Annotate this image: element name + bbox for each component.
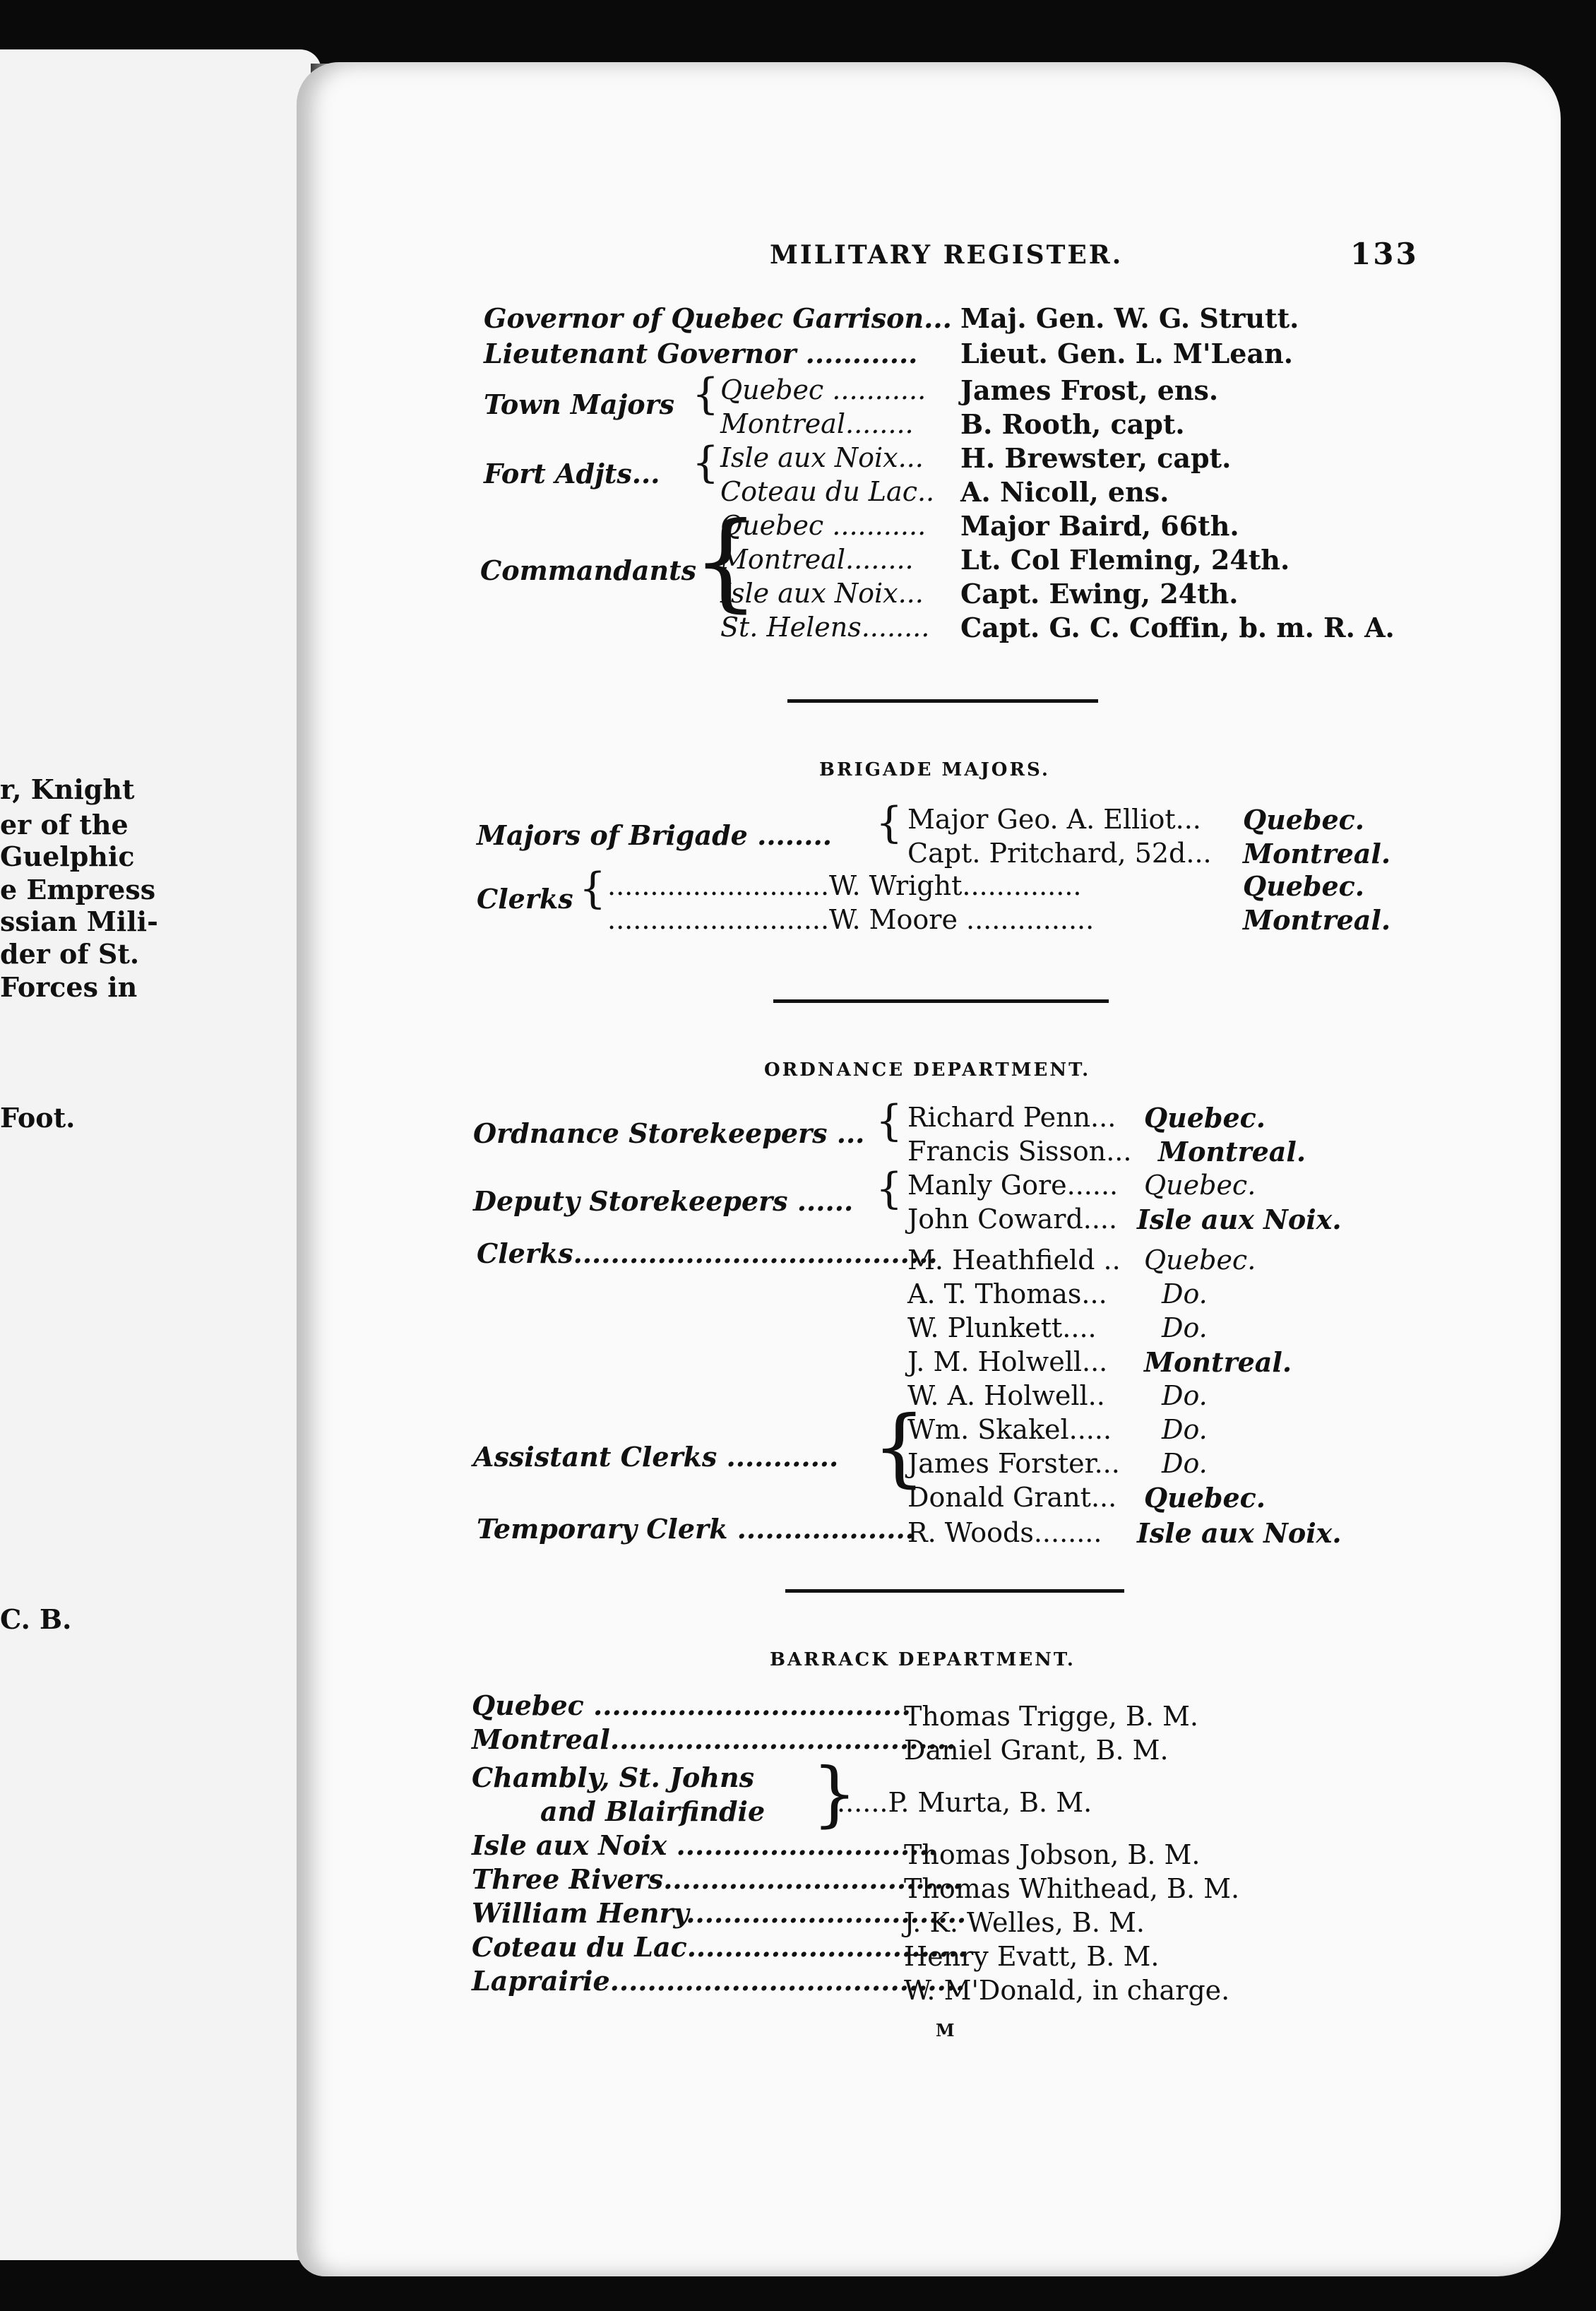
brigade-clerk-name: ..........................W. Wright.............. <box>607 870 1082 901</box>
signature-mark: M <box>936 2020 955 2040</box>
brigade-heading: BRIGADE MAJORS. <box>819 759 1050 780</box>
lt-governor-title: Lieutenant Governor ............ <box>484 338 918 369</box>
deputy-place: Quebec. <box>1144 1170 1256 1201</box>
temporary-clerk-label: Temporary Clerk ................... <box>477 1513 915 1545</box>
storekeepers-label: Ordnance Storekeepers ... <box>473 1117 865 1149</box>
brigade-clerk-place: Montreal. <box>1243 904 1391 936</box>
chambly-place: and Blairfindie <box>540 1795 766 1827</box>
deputy-name: John Coward.... <box>907 1204 1118 1235</box>
ordnance-clerk-name: W. A. Holwell.. <box>907 1380 1105 1411</box>
fort-adjt-name: H. Brewster, capt. <box>960 442 1232 474</box>
barrack-place: Three Rivers................................ <box>472 1863 963 1895</box>
temporary-clerk-place: Isle aux Noix. <box>1137 1517 1342 1549</box>
brace: } <box>812 1752 857 1835</box>
commandant-name: Capt. G. C. Coffin, b. m. R. A. <box>960 612 1395 643</box>
barrack-master: W. M'Donald, in charge. <box>904 1975 1230 2006</box>
brigade-major-name: Major Geo. A. Elliot... <box>907 804 1201 835</box>
left-page-fragment <box>0 49 321 2260</box>
town-majors-label: Town Majors <box>484 388 675 420</box>
barrack-place: Montreal..................................... <box>472 1723 956 1755</box>
left-line: der of St. <box>0 938 140 970</box>
section-rule <box>787 699 1098 703</box>
barrack-place: Isle aux Noix ............................ <box>472 1829 938 1861</box>
fort-adjt-name: A. Nicoll, ens. <box>960 476 1169 508</box>
town-major-name: B. Rooth, capt. <box>960 408 1185 440</box>
left-line: C. B. <box>0 1603 72 1635</box>
governor-name: Maj. Gen. W. G. Strutt. <box>960 302 1299 334</box>
brace: { <box>692 500 760 623</box>
barrack-master: Daniel Grant, B. M. <box>904 1735 1169 1766</box>
barrack-place: Laprairie...................................... <box>472 1965 965 1997</box>
barrack-place: William Henry.............................. <box>472 1897 967 1929</box>
left-line: Guelphic <box>0 840 135 872</box>
commandant-name: Capt. Ewing, 24th. <box>960 578 1239 610</box>
temporary-clerk-name: R. Woods........ <box>907 1517 1102 1548</box>
barrack-master: J. K. Welles, B. M. <box>904 1907 1145 1938</box>
commandant-place: Isle aux Noix... <box>720 578 924 609</box>
barrack-master: Thomas Jobson, B. M. <box>904 1839 1201 1870</box>
deputy-name: Manly Gore...... <box>907 1170 1119 1201</box>
governor-title: Governor of Quebec Garrison... <box>484 302 952 334</box>
left-line: er of the <box>0 809 129 840</box>
section-rule <box>785 1589 1124 1593</box>
ordnance-clerk-name: J. M. Holwell... <box>907 1346 1108 1377</box>
ordnance-clerk-place: Do. <box>1162 1312 1208 1343</box>
brace: { <box>692 438 720 487</box>
storekeeper-name: Francis Sisson... <box>907 1136 1132 1167</box>
chambly-place: Chambly, St. Johns <box>472 1762 755 1793</box>
brigade-major-place: Montreal. <box>1243 838 1391 869</box>
commandant-place: Montreal........ <box>720 544 914 575</box>
ordnance-heading: ORDNANCE DEPARTMENT. <box>764 1059 1091 1081</box>
fort-adjt-place: Coteau du Lac.. <box>720 476 935 507</box>
fort-adjts-label: Fort Adjts... <box>484 458 660 489</box>
commandants-label: Commandants <box>480 554 697 586</box>
barrack-place: Coteau du Lac.............................. <box>472 1931 967 1963</box>
chambly-master: ......P. Murta, B. M. <box>837 1787 1092 1818</box>
barrack-master: Thomas Whithead, B. M. <box>904 1873 1240 1904</box>
ordnance-clerks-label: Clerks....................................... <box>477 1237 938 1269</box>
left-line: e Empress <box>0 874 156 905</box>
brace: { <box>876 798 903 848</box>
assistant-clerk-place: Quebec. <box>1144 1482 1266 1514</box>
brigade-major-place: Quebec. <box>1243 804 1365 836</box>
town-major-name: James Frost, ens. <box>960 374 1219 406</box>
ordnance-clerk-name: A. T. Thomas... <box>907 1278 1107 1309</box>
ordnance-clerk-name: W. Plunkett.... <box>907 1312 1097 1343</box>
storekeeper-place: Montreal. <box>1158 1136 1306 1168</box>
brigade-major-name: Capt. Pritchard, 52d... <box>907 838 1212 869</box>
barrack-place: Quebec .................................. <box>472 1689 911 1721</box>
left-line: Foot. <box>0 1102 76 1134</box>
commandant-name: Major Baird, 66th. <box>960 510 1239 542</box>
section-rule <box>773 999 1109 1003</box>
commandant-name: Lt. Col Fleming, 24th. <box>960 544 1290 576</box>
brace: { <box>692 369 720 419</box>
brigade-clerk-name: ..........................W. Moore ............... <box>607 904 1095 935</box>
ordnance-clerk-place: Quebec. <box>1144 1244 1256 1276</box>
left-line: r, Knight <box>0 773 135 805</box>
storekeeper-name: Richard Penn... <box>907 1102 1116 1133</box>
running-head: MILITARY REGISTER. <box>770 240 1124 270</box>
clerks-label: Clerks <box>477 883 573 915</box>
assistant-clerk-name: Donald Grant... <box>907 1482 1117 1513</box>
barrack-master: Henry Evatt, B. M. <box>904 1941 1160 1972</box>
brace: { <box>872 1398 927 1497</box>
storekeeper-place: Quebec. <box>1144 1102 1266 1134</box>
brigade-clerk-place: Quebec. <box>1243 870 1365 902</box>
ordnance-clerk-place: Montreal. <box>1144 1346 1292 1378</box>
lt-governor-name: Lieut. Gen. L. M'Lean. <box>960 338 1293 369</box>
commandant-place: St. Helens........ <box>720 612 930 643</box>
brace: { <box>579 864 607 913</box>
barrack-master: Thomas Trigge, B. M. <box>904 1701 1198 1732</box>
majors-label: Majors of Brigade ........ <box>477 819 832 851</box>
assistant-clerk-name: Wm. Skakel..... <box>907 1414 1112 1445</box>
ordnance-clerk-name: M. Heathfield .. <box>907 1244 1121 1276</box>
assistant-clerks-label: Assistant Clerks ............ <box>473 1441 839 1473</box>
town-major-place: Montreal........ <box>720 408 914 439</box>
ordnance-clerk-place: Do. <box>1162 1380 1208 1411</box>
ordnance-clerk-place: Do. <box>1162 1278 1208 1309</box>
town-major-place: Quebec ........... <box>720 374 927 405</box>
assistant-clerk-place: Do. <box>1162 1414 1208 1445</box>
barrack-heading: BARRACK DEPARTMENT. <box>770 1649 1076 1670</box>
brace: { <box>876 1096 903 1146</box>
deputy-label: Deputy Storekeepers ...... <box>473 1185 854 1217</box>
fort-adjt-place: Isle aux Noix... <box>720 442 924 473</box>
assistant-clerk-place: Do. <box>1162 1448 1208 1479</box>
left-line: ssian Mili- <box>0 905 158 937</box>
brace: { <box>876 1164 903 1213</box>
deputy-place: Isle aux Noix. <box>1137 1204 1342 1235</box>
commandant-place: Quebec ........... <box>720 510 927 541</box>
page-number: 133 <box>1350 237 1419 271</box>
left-line: Forces in <box>0 971 138 1003</box>
assistant-clerk-name: James Forster... <box>907 1448 1120 1479</box>
